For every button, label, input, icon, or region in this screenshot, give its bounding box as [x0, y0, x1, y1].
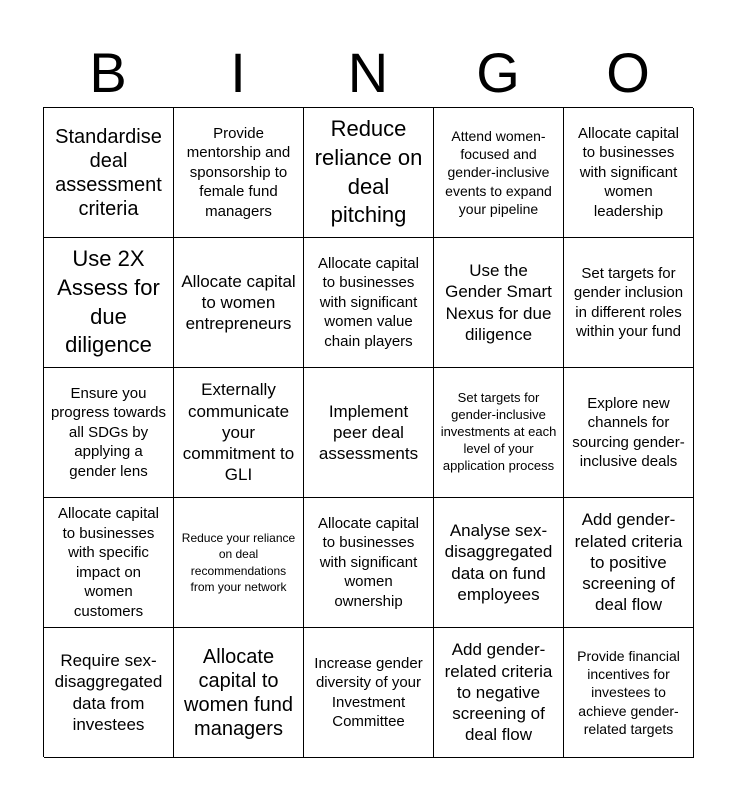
bingo-cell[interactable]	[434, 108, 564, 238]
bingo-cell[interactable]	[304, 108, 434, 238]
cell-text: Set targets for gender inclusion in different roles within your fund	[573, 264, 684, 340]
bingo-header	[43, 38, 693, 108]
bingo-cell[interactable]	[44, 498, 174, 628]
cell-text: Allocate capital to businesses with significant women ownership	[318, 514, 419, 610]
bingo-cell[interactable]	[174, 108, 304, 238]
header-letter-i: I	[230, 41, 246, 104]
bingo-cell[interactable]	[174, 628, 304, 758]
cell-text: Provide mentorship and sponsorship to female fund managers	[186, 124, 291, 220]
cell-text: Require sex-disaggregated data from investees	[54, 651, 163, 734]
bingo-cell[interactable]	[44, 368, 174, 498]
cell-text: Externally communicate your commitment to GLI	[182, 380, 295, 485]
bingo-board	[43, 107, 693, 757]
cell-text: Allocate capital to businesses with significant women leadership	[578, 124, 679, 220]
cell-text: Use the Gender Smart Nexus for due diligence	[445, 261, 552, 344]
bingo-cell[interactable]	[564, 108, 694, 238]
header-letter-n: N	[347, 41, 389, 104]
cell-text: Allocate capital to businesses with significant women value chain players	[318, 254, 419, 350]
cell-text: Allocate capital to businesses with specific impact on women customers	[58, 505, 159, 620]
bingo-cell[interactable]	[304, 238, 434, 368]
bingo-cell[interactable]	[174, 368, 304, 498]
bingo-cell[interactable]	[564, 238, 694, 368]
bingo-cell[interactable]	[564, 498, 694, 628]
cell-text: Add gender-related criteria to negative screening of deal flow	[444, 640, 553, 745]
cell-text: Reduce your reliance on deal recommendations from your network	[181, 531, 296, 594]
bingo-cell[interactable]	[564, 628, 694, 758]
cell-text: Reduce reliance on deal pitching	[314, 116, 423, 228]
cell-text: Provide financial incentives for investees to achieve gender-related targets	[577, 648, 680, 737]
bingo-cell[interactable]	[434, 368, 564, 498]
cell-text: Ensure you progress towards all SDGs by applying a gender lens	[50, 384, 167, 480]
bingo-cell[interactable]	[434, 498, 564, 628]
bingo-cell[interactable]	[304, 628, 434, 758]
header-letter-g: G	[476, 41, 520, 104]
cell-text: Attend women-focused and gender-inclusive events to expand your pipeline	[445, 128, 552, 217]
cell-text: Use 2X Assess for due diligence	[57, 246, 160, 358]
cell-text: Standardise deal assessment criteria	[55, 125, 162, 220]
header-letter-o: O	[606, 41, 650, 104]
cell-text: Explore new channels for sourcing gender-inclusive deals	[572, 394, 685, 470]
cell-text: Analyse sex-disaggregated data on fund employees	[444, 521, 553, 604]
bingo-cell[interactable]	[174, 238, 304, 368]
bingo-cell[interactable]	[44, 108, 174, 238]
cell-text: Allocate capital to women fund managers	[184, 645, 293, 740]
bingo-cell[interactable]	[434, 628, 564, 758]
bingo-cell[interactable]	[564, 368, 694, 498]
cell-text: Add gender-related criteria to positive screening of deal flow	[574, 510, 683, 615]
bingo-cell[interactable]	[174, 498, 304, 628]
cell-text: Set targets for gender-inclusive investments at each level of your application process	[440, 390, 557, 473]
bingo-cell[interactable]	[304, 368, 434, 498]
cell-text: Allocate capital to women entrepreneurs	[181, 271, 296, 334]
bingo-cell[interactable]	[434, 238, 564, 368]
bingo-cell[interactable]	[304, 498, 434, 628]
header-letter-b: B	[89, 41, 127, 104]
cell-text: Implement peer deal assessments	[318, 401, 419, 464]
bingo-cell[interactable]	[44, 628, 174, 758]
cell-text: Increase gender diversity of your Investment Committee	[314, 654, 423, 730]
bingo-cell[interactable]	[44, 238, 174, 368]
